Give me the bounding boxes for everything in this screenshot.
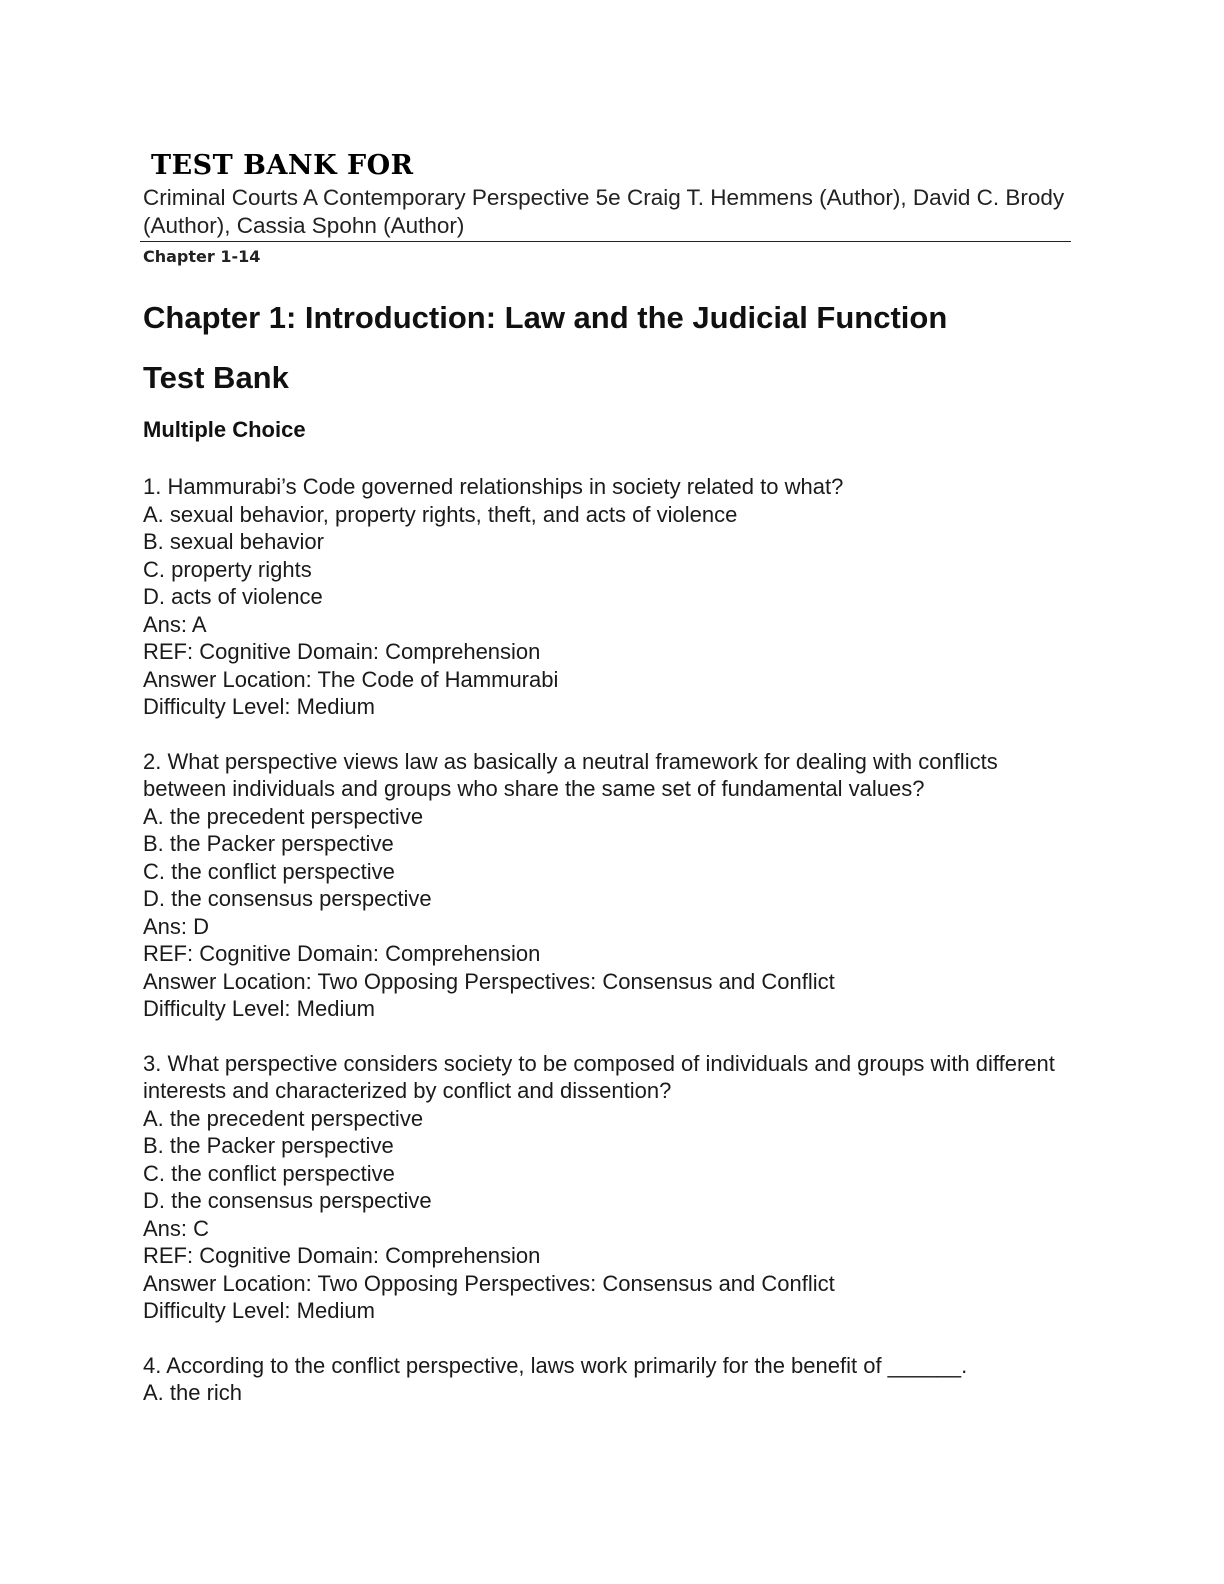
option-d: D. the consensus perspective — [143, 886, 432, 911]
book-citation: Criminal Courts A Contemporary Perspective 5e Craig T. Hemmens (Author), David C. Brody (Author), Cassia Spohn (Author) — [143, 185, 1065, 238]
difficulty-level: Difficulty Level: Medium — [143, 996, 375, 1021]
test-bank-title: TEST BANK FOR — [151, 150, 414, 181]
question-3 — [143, 1050, 1073, 1325]
answer: Ans: A — [143, 611, 207, 637]
option-c: C. the conflict perspective — [143, 858, 395, 884]
difficulty-level: Difficulty Level: Medium — [143, 694, 375, 719]
page-content — [143, 150, 1073, 1434]
question-list — [143, 473, 1073, 1407]
question-4 — [143, 1352, 1073, 1407]
option-d: D. the consensus perspective — [143, 1188, 432, 1213]
subsection-heading: Multiple Choice — [143, 417, 306, 442]
reference: REF: Cognitive Domain: Comprehension — [143, 1243, 541, 1268]
question-text: 2. What perspective views law as basically a neutral framework for dealing with conflicts between individuals and groups who share the same set of fundamental values? — [143, 748, 998, 801]
option-d: D. acts of violence — [143, 584, 323, 609]
section-heading: Test Bank — [143, 360, 289, 395]
answer-location: Answer Location: The Code of Hammurabi — [143, 666, 559, 692]
option-c: C. the conflict perspective — [143, 1160, 395, 1186]
reference: REF: Cognitive Domain: Comprehension — [143, 639, 541, 664]
answer-location: Answer Location: Two Opposing Perspectives: Consensus and Conflict — [143, 968, 835, 994]
option-a: A. the precedent perspective — [143, 1105, 424, 1131]
option-a: A. sexual behavior, property rights, theft, and acts of violence — [143, 501, 738, 527]
reference: REF: Cognitive Domain: Comprehension — [143, 941, 541, 966]
option-b: B. the Packer perspective — [143, 831, 394, 856]
question-1 — [143, 473, 1073, 721]
chapter-heading: Chapter 1: Introduction: Law and the Judicial Function — [143, 300, 948, 335]
header-divider — [140, 241, 1071, 242]
option-c: C. property rights — [143, 556, 312, 582]
answer: Ans: C — [143, 1215, 210, 1241]
option-b: B. the Packer perspective — [143, 1133, 394, 1158]
question-text: 3. What perspective considers society to be composed of individuals and groups with different interests and characterized by conflict and dissention? — [143, 1050, 1055, 1103]
question-text: 4. According to the conflict perspective, laws work primarily for the benefit of ______. — [143, 1352, 968, 1378]
option-a: A. the rich — [143, 1380, 243, 1405]
answer: Ans: D — [143, 913, 210, 939]
option-a: A. the precedent perspective — [143, 803, 424, 829]
question-2 — [143, 748, 1073, 1023]
difficulty-level: Difficulty Level: Medium — [143, 1298, 375, 1323]
option-b: B. sexual behavior — [143, 529, 324, 554]
question-text: 1. Hammurabi’s Code governed relationships in society related to what? — [143, 474, 844, 499]
answer-location: Answer Location: Two Opposing Perspectives: Consensus and Conflict — [143, 1270, 835, 1296]
chapter-range: Chapter 1-14 — [143, 247, 261, 266]
